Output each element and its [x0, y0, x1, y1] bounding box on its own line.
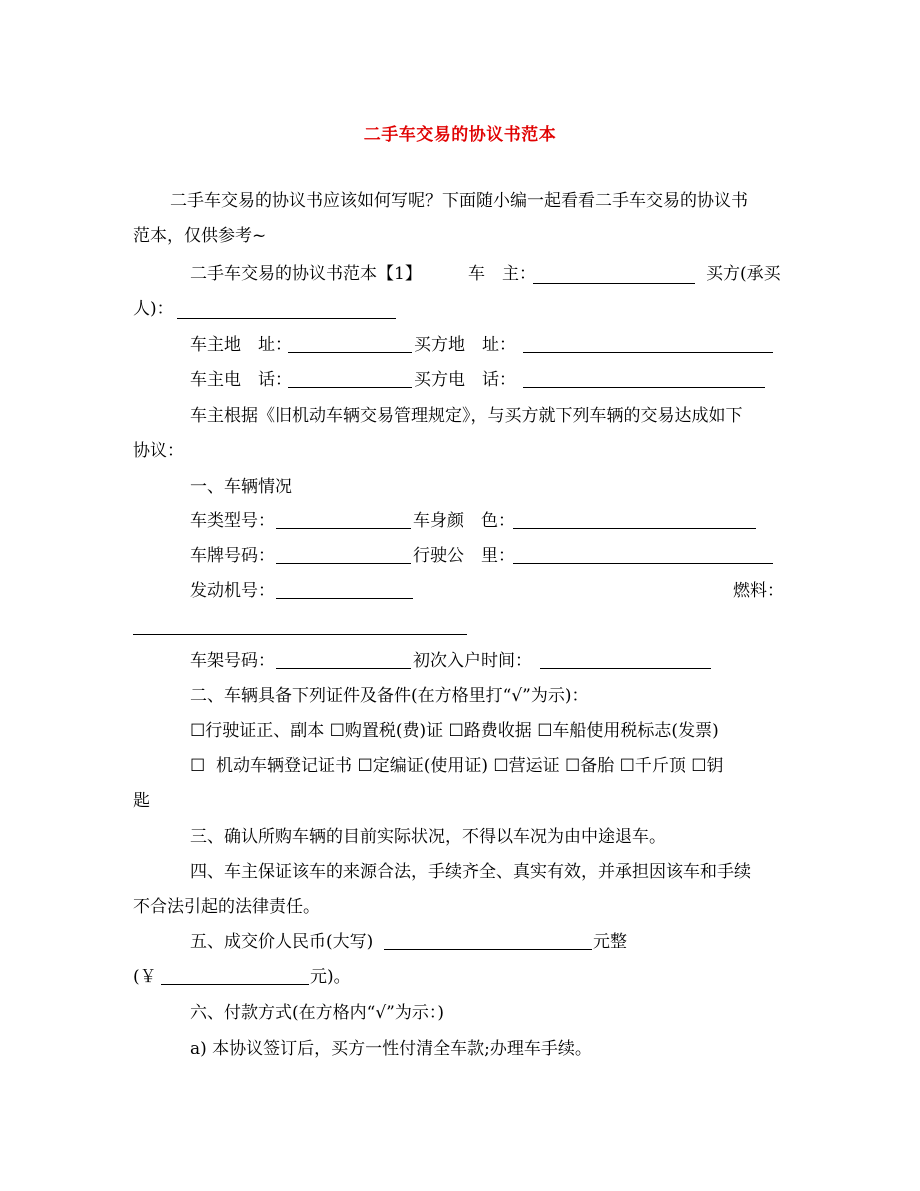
- basis-line-1: 车主根据《旧机动车辆交易管理规定》，与买方就下列车辆的交易达成如下: [190, 406, 743, 426]
- color-blank: [513, 528, 756, 529]
- amount-prefix: (￥: [133, 967, 157, 987]
- mileage-blank: [513, 563, 773, 564]
- owner-blank: [533, 283, 695, 284]
- intro-line-1: 二手车交易的协议书应该如何写呢？下面随小编一起看看二手车交易的协议书: [170, 191, 748, 211]
- buyer-tel-blank: [523, 387, 765, 388]
- first-registration-blank: [540, 668, 711, 669]
- model-blank: [276, 528, 411, 529]
- section-6-option-a: a) 本协议签订后，买方一性付清全车款;办理车手续。: [190, 1039, 592, 1059]
- model-label: 车类型号：: [190, 511, 275, 531]
- color-label: 车身颜 色：: [413, 511, 515, 531]
- price-uppercase-blank: [384, 949, 592, 950]
- document-title: 二手车交易的协议书范本: [363, 125, 557, 145]
- section-2-heading: 二、车辆具备下列证件及备件(在方格里打“√”为示)：: [190, 686, 589, 706]
- documents-line-3: 匙: [133, 791, 150, 811]
- section-title-1: 二手车交易的协议书范本【1】: [190, 264, 422, 284]
- section-5-suffix: 元整: [593, 932, 627, 952]
- owner-tel-label: 车主电 话：: [190, 370, 292, 390]
- buyer-label-1: 买方(承买: [706, 264, 781, 284]
- documents-line-1: ☐行驶证正、副本 ☐购置税(费)证 ☐路费收据 ☐车船使用税标志(发票): [190, 721, 719, 741]
- fuel-label: 燃料：: [733, 581, 784, 601]
- owner-tel-blank: [288, 387, 412, 388]
- section-1-heading: 一、车辆情况: [190, 477, 292, 497]
- buyer-tel-label: 买方电 话：: [414, 370, 516, 390]
- first-registration-label: 初次入户时间：: [413, 651, 532, 671]
- section-4-line-2: 不合法引起的法律责任。: [133, 897, 320, 917]
- intro-line-2: 范本，仅供参考~: [133, 226, 267, 246]
- owner-address-label: 车主地 址：: [190, 335, 292, 355]
- buyer-blank: [177, 318, 396, 319]
- fuel-blank: [133, 634, 467, 635]
- buyer-address-blank: [523, 352, 773, 353]
- amount-blank: [161, 984, 309, 985]
- section-4-line-1: 四、车主保证该车的来源合法，手续齐全、真实有效，并承担因该车和手续: [190, 862, 751, 882]
- engine-label: 发动机号：: [190, 581, 275, 601]
- plate-label: 车牌号码：: [190, 546, 275, 566]
- buyer-label-2: 人)：: [133, 299, 174, 319]
- owner-address-blank: [288, 352, 412, 353]
- engine-blank: [276, 598, 413, 599]
- buyer-address-label: 买方地 址：: [414, 335, 516, 355]
- mileage-label: 行驶公 里：: [413, 546, 515, 566]
- section-3-text: 三、确认所购车辆的目前实际状况，不得以车况为由中途退车。: [190, 827, 666, 847]
- documents-line-2: ☐ 机动车辆登记证书 ☐定编证(使用证) ☐营运证 ☐备胎 ☐千斤顶 ☐钥: [190, 756, 724, 776]
- plate-blank: [276, 563, 411, 564]
- amount-suffix: 元)。: [310, 967, 351, 987]
- frame-label: 车架号码：: [190, 651, 275, 671]
- basis-line-2: 协议：: [133, 441, 184, 461]
- frame-blank: [276, 668, 411, 669]
- section-6-heading: 六、付款方式(在方格内“√”为示：): [190, 1003, 444, 1023]
- owner-label: 车 主：: [468, 264, 536, 284]
- section-5-label: 五、成交价人民币(大写): [190, 932, 374, 952]
